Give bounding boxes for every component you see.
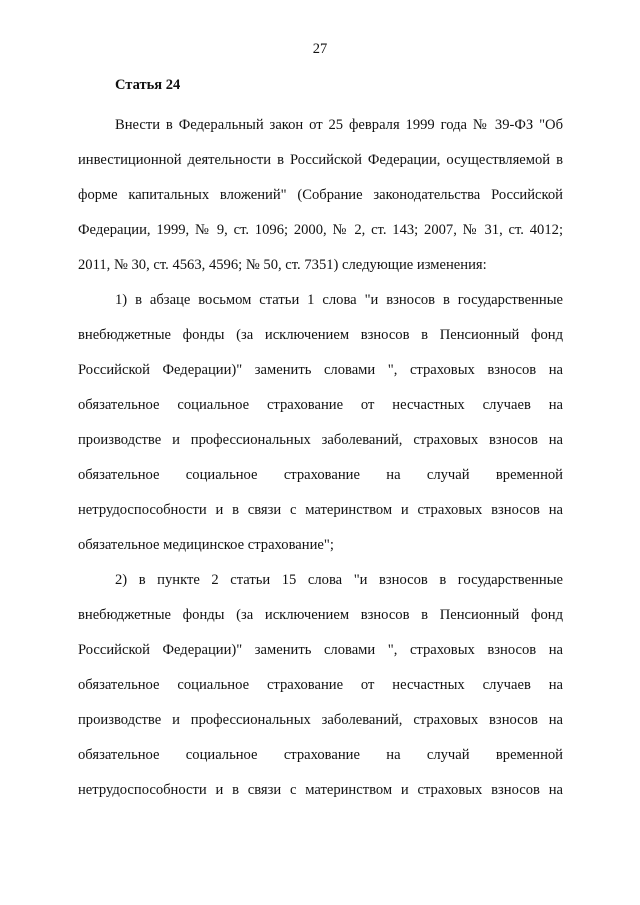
text-line: нетрудоспособности и в связи с материнством и страховых взносов на [78,782,563,798]
text-line: обязательное социальное страхование на случай временной [78,467,563,483]
text-line: нетрудоспособности и в связи с материнством и страховых взносов на [78,502,563,518]
paragraph-item-1 [78,283,563,563]
article-title: Статья 24 [115,77,181,93]
text-line: Внести в Федеральный закон от 25 февраля 1999 года № 39-ФЗ "Об [115,117,563,133]
text-line: 1) в абзаце восьмом статьи 1 слова "и взносов в государственные [115,292,563,308]
paragraph-item-2 [78,563,563,808]
text-line: Федерации, 1999, № 9, ст. 1096; 2000, № 2, ст. 143; 2007, № 31, ст. 4012; [78,222,563,238]
text-line: обязательное медицинское страхование"; [78,537,334,553]
article-body [78,108,563,808]
paragraph-intro [78,108,563,283]
text-line: 2011, № 30, ст. 4563, 4596; № 50, ст. 7351) следующие изменения: [78,257,487,273]
text-line: форме капитальных вложений" (Собрание законодательства Российской [78,187,563,203]
text-line: обязательное социальное страхование от несчастных случаев на [78,677,563,693]
text-line: обязательное социальное страхование от несчастных случаев на [78,397,563,413]
text-line: Российской Федерации)" заменить словами ", страховых взносов на [78,362,563,378]
text-line: инвестиционной деятельности в Российской Федерации, осуществляемой в [78,152,563,168]
text-line: внебюджетные фонды (за исключением взносов в Пенсионный фонд [78,607,563,623]
page-number: 27 [312,41,328,57]
text-line: обязательное социальное страхование на случай временной [78,747,563,763]
text-line: 2) в пункте 2 статьи 15 слова "и взносов в государственные [115,572,563,588]
text-line: производстве и профессиональных заболеваний, страховых взносов на [78,712,563,728]
text-line: внебюджетные фонды (за исключением взносов в Пенсионный фонд [78,327,563,343]
text-line: Российской Федерации)" заменить словами ", страховых взносов на [78,642,563,658]
text-line: производстве и профессиональных заболеваний, страховых взносов на [78,432,563,448]
